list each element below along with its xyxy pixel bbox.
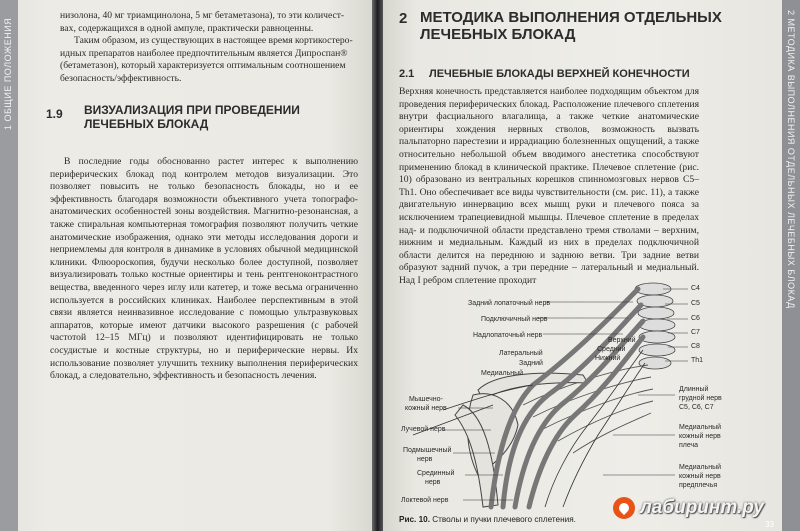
left-top-text	[60, 10, 360, 86]
chapter-number: 2	[399, 10, 408, 27]
watermark-text: лабиринт.ру	[639, 497, 764, 518]
label-lateral-cord: Латеральный	[499, 350, 543, 357]
top-line-6: безопасность/эффективность.	[60, 72, 182, 84]
label-medial-brachial-cutaneous-2: кожный нерв	[679, 433, 721, 440]
left-side-tab-text: 1 ОБЩИЕ ПОЛОЖЕНИЯ	[3, 17, 13, 130]
section-title-line-2: ЛЕЧЕБНЫХ БЛОКАД	[84, 116, 209, 131]
left-main-text	[50, 156, 358, 383]
label-upper-trunk: Верхний	[608, 337, 636, 344]
label-median-nerve-2: нерв	[425, 479, 441, 486]
section-title-line-1: ВИЗУАЛИЗАЦИЯ ПРИ ПРОВЕДЕНИИ	[84, 103, 300, 117]
top-line-2: вах, содержащихся в одной ампуле, практически равноценны.	[60, 22, 314, 34]
section-title-2-1: ЛЕЧЕБНЫЕ БЛОКАДЫ ВЕРХНЕЙ КОНЕЧНОСТИ	[429, 68, 690, 80]
label-c8: C8	[691, 343, 700, 350]
label-median-nerve-1: Срединный	[417, 470, 455, 477]
right-side-tab	[782, 0, 800, 531]
chapter-title-line-2: ЛЕЧЕБНЫХ БЛОКАД	[420, 26, 576, 44]
page-number: 33	[765, 520, 774, 529]
label-long-thoracic-nerve-1: Длинный	[679, 386, 709, 393]
brachial-plexus-paragraph: Верхняя конечность представляется наиболее подходящим объектом для проведения периферических блокад. Расположение плечевого сплетения внутри фасциального влагалища, а также четкие анатомические ориентиры хождения нервных стволов, возможность вызвать пальпаторно парестезии и иррадиацию болезненных ощущений, а также относительно небольшой объем вводимого анестетика способствуют применению блокад в клинической практике. Плечевое сплетение (рис. 10) образовано из вентральных корешков спинномозговых нервов C5–Th1. Оно обеспечивает все виды чувствительности (см. рис. 11), а также двигательную иннервацию всех мышц руки и плечевого пояса за исключением трапециевидной мышцы. Плечевое сплетение в пределах над- и подключичной области представлено тремя стволами – верхним, нижним и медиальным. Каждый из них в пределах подключичной области делится на переднюю и заднюю ветви. Три задние ветви образуют задний пучок, а три передние – латеральный и медиальный. Над I ребром сплетение проходит	[399, 86, 699, 286]
label-c6: C6	[691, 315, 700, 322]
label-medial-antebrachial-cutaneous-1: Медиальный	[679, 464, 722, 471]
left-side-tab	[0, 0, 18, 531]
label-th1: Th1	[691, 357, 704, 364]
book-gutter	[372, 0, 383, 531]
label-radial-nerve: Лучевой нерв	[401, 426, 446, 433]
chapter-title-line-1: МЕТОДИКА ВЫПОЛНЕНИЯ ОТДЕЛЬНЫХ	[420, 9, 722, 26]
label-lower-trunk: Нижний	[595, 355, 621, 362]
label-axillary-nerve-2: нерв	[417, 456, 433, 463]
figure-caption-text: Стволы и пучки плечевого сплетения.	[429, 515, 576, 524]
label-medial-antebrachial-cutaneous-2: кожный нерв	[679, 473, 721, 480]
figure-caption	[399, 515, 576, 524]
label-musculocutaneous-nerve-1: Мышечно-	[409, 396, 443, 403]
left-page	[0, 0, 372, 531]
label-c5: C5	[691, 300, 700, 307]
chapter-title	[420, 9, 722, 44]
section-title-1-9	[84, 104, 300, 132]
label-medial-antebrachial-cutaneous-3: предплечья	[679, 482, 718, 489]
right-main-text	[399, 86, 699, 288]
section-number-1-9: 1.9	[46, 107, 63, 121]
label-medial-cord: Медиальный	[481, 370, 524, 377]
right-page	[383, 0, 800, 531]
label-suprascapular-nerve: Надлопаточный нерв	[473, 332, 543, 339]
figure-caption-number: Рис. 10.	[399, 515, 430, 524]
top-line-1: низолона, 40 мг триамцинолона, 5 мг бетаметазона), то эти количест-	[60, 10, 345, 21]
label-medial-brachial-cutaneous-1: Медиальный	[679, 424, 722, 431]
labirint-logo-icon	[613, 497, 635, 519]
label-long-thoracic-nerve-3: C5, C6, C7	[679, 404, 714, 411]
top-line-4: идных препаратов наиболее предпочтительным является Дипроспан®	[60, 47, 348, 59]
top-line-3: Таким образом, из существующих в настоящее время кортикостеро-	[74, 35, 353, 47]
label-long-thoracic-nerve-2: грудной нерв	[679, 395, 722, 402]
label-axillary-nerve-1: Подмышечный	[403, 447, 452, 454]
label-musculocutaneous-nerve-2: кожный нерв	[405, 405, 447, 412]
visualization-paragraph: В последние годы обоснованно растет интерес к выполнению периферических блокад под контролем методов визуализации. Это позволяет повысить не только безопасность блокады, но и ее эффективность благодаря возможности объективного учета топографо-анатомических особенностей зоны воздействия. Магнитно-резонансная, а также спиральная компьютерная томография позволяют получить четкие анатомические изображения, однако эти методы исследования дороги и неприемлемы для контроля в динамике в условиях обычной медицинской клиники. Флюороскопия, будучи несколько более доступной, позволяет визуализировать только костные ориентиры и тень рентгеноконтрастного вещества, введенного через иглу или катетер, и тоже весьма ограниченно используется в российских клиниках. Наиболее перспективным в этой связи является неинвазивное исследование с помощью ультразвуковых аппаратов, которые имеют датчики высокого разрешения (с рабочей частотой 12–15 МГц) и позволяют идентифицировать не только сосудистые и костные структуры, но и периферические нервы. Их использование позволяет улучшить технику выполнения периферических блокад, а следовательно, эффективность и безопасность лечения.	[50, 156, 358, 382]
label-subclavian-nerve: Подключичный нерв	[481, 316, 548, 323]
label-posterior-cord: Задний	[519, 360, 543, 367]
right-side-tab-text: 2 МЕТОДИКА ВЫПОЛНЕНИЯ ОТДЕЛЬНЫХ ЛЕЧЕБНЫХ БЛОКАД	[786, 10, 796, 309]
label-medial-brachial-cutaneous-3: плеча	[679, 442, 699, 449]
top-line-5: (бетаметазон), который характеризуется оптимальным соотношением	[60, 60, 346, 72]
label-middle-trunk: Средний	[597, 346, 626, 353]
label-c4: C4	[691, 285, 700, 292]
label-ulnar-nerve: Локтевой нерв	[401, 497, 449, 504]
label-c7: C7	[691, 329, 700, 336]
labirint-watermark	[613, 497, 764, 519]
section-number-2-1: 2.1	[399, 68, 415, 80]
label-dorsal-scapular-nerve: Задний лопаточный нерв	[468, 300, 551, 307]
